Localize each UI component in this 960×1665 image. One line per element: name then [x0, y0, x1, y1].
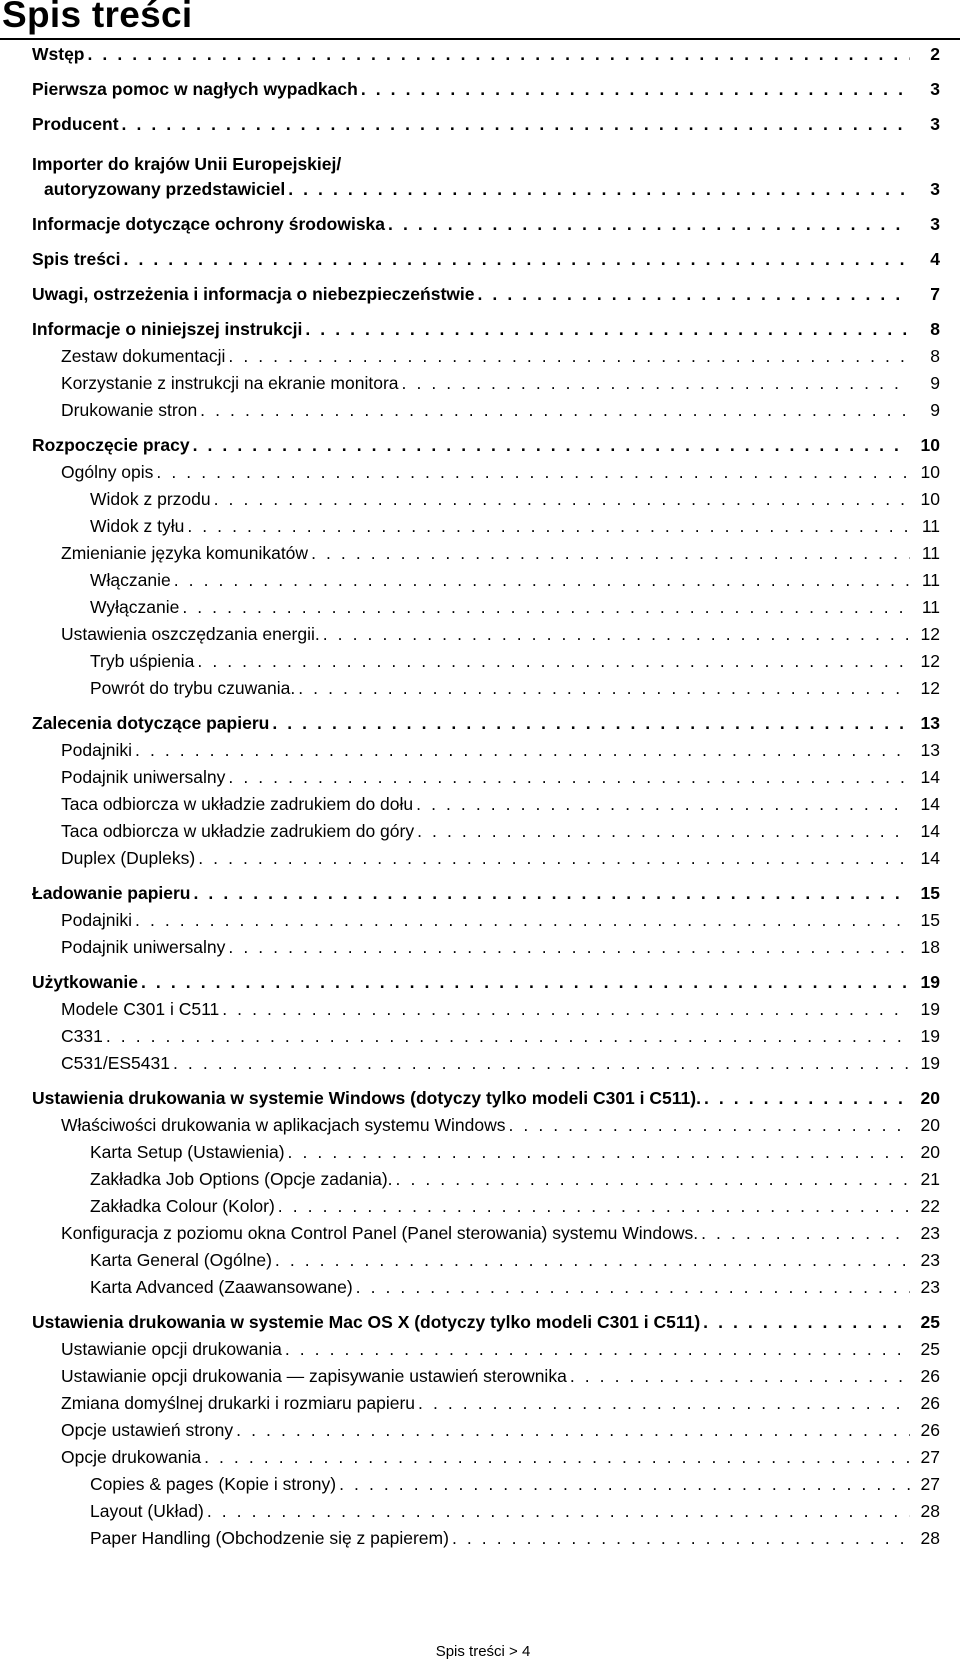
- toc-entry[interactable]: [32, 1528, 940, 1555]
- dot-leader: [452, 1528, 910, 1548]
- toc-entry-title: Wstęp: [32, 44, 85, 64]
- toc-entry-page-number: 10: [920, 435, 940, 455]
- toc-entry-title: Taca odbiorcza w układzie zadrukiem do dołu: [61, 794, 414, 814]
- toc-entry-title: Ładowanie papieru: [32, 883, 191, 903]
- toc-entry-title: Widok z tyłu: [90, 516, 185, 536]
- dot-leader: [388, 214, 910, 234]
- dot-leader: [194, 883, 911, 903]
- toc-entry-title: Podajnik uniwersalny: [61, 767, 226, 787]
- toc-entry-title: Rozpoczęcie pracy: [32, 435, 190, 455]
- toc-entry[interactable]: [32, 713, 940, 740]
- toc-entry[interactable]: [32, 114, 940, 141]
- toc-entry-title: Spis treści: [32, 249, 121, 269]
- toc-entry-title: Karta General (Ogólne): [90, 1250, 272, 1270]
- toc-entry-page-number: 19: [920, 972, 940, 992]
- toc-entry[interactable]: [32, 1169, 940, 1196]
- toc-entry[interactable]: [32, 740, 940, 767]
- toc-entry[interactable]: [32, 1142, 940, 1169]
- dot-leader: [135, 740, 910, 760]
- toc-entry-page-number: 28: [920, 1501, 940, 1521]
- toc-entry-page-number: 14: [920, 848, 940, 868]
- dot-leader: [418, 1393, 910, 1413]
- toc-entry-page-number: 11: [921, 597, 940, 617]
- toc-entry[interactable]: [32, 570, 940, 597]
- dot-leader: [174, 570, 910, 590]
- toc-entry[interactable]: [32, 651, 940, 678]
- toc-entry-page-number: 13: [920, 713, 940, 733]
- toc-entry-title: Ustawienia drukowania w systemie Mac OS X (dotyczy tylko modeli C301 i C511): [32, 1312, 701, 1332]
- toc-entry[interactable]: [32, 1250, 940, 1277]
- toc-entry-page-number: 3: [930, 79, 940, 99]
- dot-leader: [228, 346, 910, 366]
- page-footer: [0, 1643, 960, 1660]
- toc-entry-title: Opcje ustawień strony: [61, 1420, 234, 1440]
- toc-entry-page-number: 26: [920, 1366, 940, 1386]
- toc-entry[interactable]: [32, 1312, 940, 1339]
- toc-entry-page-number: 12: [920, 651, 940, 671]
- dot-leader: [228, 767, 910, 787]
- dot-leader: [88, 44, 911, 64]
- toc-entry-page-number: 8: [930, 346, 940, 366]
- toc-entry-page-number: 11: [921, 543, 940, 563]
- toc-entry[interactable]: [32, 1026, 940, 1053]
- toc-entry-page-number: 25: [920, 1339, 940, 1359]
- toc-entry[interactable]: [32, 284, 940, 311]
- dot-leader: [124, 249, 910, 269]
- dot-leader: [356, 1277, 910, 1297]
- toc-entry[interactable]: [32, 1393, 940, 1420]
- toc-entry[interactable]: [32, 44, 940, 71]
- toc-entry-title: Ustawienia drukowania w systemie Windows (dotyczy tylko modeli C301 i C511).: [32, 1088, 701, 1108]
- toc-entry-page-number: 7: [930, 284, 940, 304]
- toc-entry[interactable]: [32, 543, 940, 570]
- dot-leader: [141, 972, 910, 992]
- toc-entry[interactable]: [32, 1474, 940, 1501]
- toc-entry-page-number: 27: [920, 1474, 940, 1494]
- toc-entry[interactable]: [32, 937, 940, 964]
- dot-leader: [288, 179, 910, 199]
- dot-leader: [156, 462, 910, 482]
- toc-entry[interactable]: [32, 489, 940, 516]
- toc-entry[interactable]: [32, 1447, 940, 1474]
- toc-entry[interactable]: [32, 516, 940, 543]
- page-title: Spis treści: [2, 0, 193, 35]
- toc-entry[interactable]: [32, 597, 940, 624]
- toc-entry-page-number: 19: [920, 1026, 940, 1046]
- toc-entry[interactable]: [32, 794, 940, 821]
- toc-entry-page-number: 10: [920, 489, 940, 509]
- dot-leader: [508, 1115, 910, 1135]
- dot-leader: [204, 1447, 910, 1467]
- toc-entry-title: Copies & pages (Kopie i strony): [90, 1474, 337, 1494]
- dot-leader: [122, 114, 910, 134]
- toc-entry-page-number: 9: [930, 373, 940, 393]
- toc-entry-title: Powrót do trybu czuwania.: [90, 678, 296, 698]
- toc-entry[interactable]: [32, 848, 940, 875]
- toc-entry-title: Zestaw dokumentacji: [61, 346, 226, 366]
- toc-entry[interactable]: [32, 1420, 940, 1447]
- toc-entry[interactable]: [32, 79, 940, 106]
- dot-leader: [236, 1420, 910, 1440]
- dot-leader: [135, 910, 910, 930]
- dot-leader: [417, 821, 910, 841]
- toc-entry-page-number: 20: [920, 1088, 940, 1108]
- dot-leader: [207, 1501, 910, 1521]
- toc-entry-page-number: 21: [920, 1169, 940, 1189]
- toc-entry-title: autoryzowany przedstawiciel: [44, 179, 286, 199]
- toc-entry[interactable]: [32, 624, 940, 651]
- dot-leader: [285, 1339, 910, 1359]
- toc-entry-page-number: 23: [920, 1223, 940, 1243]
- toc-entry-page-number: 2: [930, 44, 940, 64]
- dot-leader: [704, 1088, 910, 1108]
- dot-leader: [193, 435, 910, 455]
- toc-entry[interactable]: [32, 821, 940, 848]
- toc-entry[interactable]: [32, 1053, 940, 1080]
- toc-entry-page-number: 25: [920, 1312, 940, 1332]
- toc-entry[interactable]: [32, 1277, 940, 1304]
- dot-leader: [173, 1053, 910, 1073]
- toc-entry-title: Paper Handling (Obchodzenie się z papierem): [90, 1528, 449, 1548]
- toc-entry-title: C531/ES5431: [61, 1053, 170, 1073]
- toc-entry-title: Zalecenia dotyczące papieru: [32, 713, 270, 733]
- toc-entry[interactable]: [32, 767, 940, 794]
- toc-entry[interactable]: [32, 1223, 940, 1250]
- dot-leader: [402, 373, 910, 393]
- toc-entry-title-line1: Importer do krajów Unii Europejskiej/: [32, 154, 342, 174]
- toc-entry-page-number: 23: [920, 1277, 940, 1297]
- toc-entry-page-number: 9: [930, 400, 940, 420]
- toc-entry-page-number: 18: [920, 937, 940, 957]
- toc-entry-title: Widok z przodu: [90, 489, 211, 509]
- dot-leader: [570, 1366, 910, 1386]
- toc-entry[interactable]: [32, 249, 940, 276]
- toc-entry[interactable]: [32, 1339, 940, 1366]
- footer-page-label: Spis treści > 4: [435, 1643, 531, 1660]
- toc-entry-title: Zakładka Colour (Kolor): [90, 1196, 275, 1216]
- toc-entry-title: Layout (Układ): [90, 1501, 204, 1521]
- toc-entry-title: Wyłączanie: [90, 597, 180, 617]
- toc-entry-title: Duplex (Dupleks): [61, 848, 196, 868]
- dot-leader: [228, 937, 910, 957]
- toc-entry-page-number: 26: [920, 1393, 940, 1413]
- toc-entry-page-number: 8: [930, 319, 940, 339]
- toc-entry-page-number: 27: [920, 1447, 940, 1467]
- toc-entry-page-number: 28: [920, 1528, 940, 1548]
- toc-entry[interactable]: [32, 1088, 940, 1115]
- toc-entry-title: Informacje dotyczące ochrony środowiska: [32, 214, 386, 234]
- toc-entry-title: Drukowanie stron: [61, 400, 198, 420]
- toc-entry[interactable]: [32, 1366, 940, 1393]
- dot-leader: [416, 794, 910, 814]
- toc-entry[interactable]: [32, 678, 940, 705]
- toc-entry-title: Karta Setup (Ustawienia): [90, 1142, 285, 1162]
- toc-entry-title: Włączanie: [90, 570, 171, 590]
- toc-entry-page-number: 14: [920, 794, 940, 814]
- toc-entry[interactable]: [32, 149, 940, 206]
- toc-entry-title: Tryb uśpienia: [90, 651, 195, 671]
- toc-entry-title: Ustawienia oszczędzania energii.: [61, 624, 320, 644]
- toc-entry-title: Karta Advanced (Zaawansowane): [90, 1277, 353, 1297]
- toc-entry-page-number: 13: [920, 740, 940, 760]
- toc-entry-page-number: 10: [920, 462, 940, 482]
- dot-leader: [200, 400, 910, 420]
- dot-leader: [339, 1474, 910, 1494]
- dot-leader: [278, 1196, 910, 1216]
- dot-leader: [288, 1142, 910, 1162]
- toc-entry-page-number: 14: [920, 767, 940, 787]
- toc-entry-page-number: 23: [920, 1250, 940, 1270]
- toc-entry-page-number: 15: [920, 883, 940, 903]
- toc-entry-title: Ustawianie opcji drukowania — zapisywanie ustawień sterownika: [61, 1366, 567, 1386]
- toc-entry[interactable]: [32, 1196, 940, 1223]
- dot-leader: [197, 651, 910, 671]
- toc-entry-title: Korzystanie z instrukcji na ekranie monitora: [61, 373, 399, 393]
- toc-entry-page-number: 14: [920, 821, 940, 841]
- toc-entry-page-number: 12: [920, 678, 940, 698]
- toc-entry-title: Zmiana domyślnej drukarki i rozmiaru papieru: [61, 1393, 416, 1413]
- toc-entry-page-number: 19: [920, 999, 940, 1019]
- toc-entry[interactable]: [32, 999, 940, 1026]
- toc-entry-page-number: 4: [930, 249, 940, 269]
- dot-leader: [214, 489, 910, 509]
- toc-entry-page-number: 11: [921, 570, 940, 590]
- toc-entry[interactable]: [32, 972, 940, 999]
- dot-leader: [701, 1223, 910, 1243]
- toc-entry-page-number: 3: [930, 114, 940, 134]
- toc-entry-title: Zakładka Job Options (Opcje zadania).: [90, 1169, 393, 1189]
- toc-entry-title: Taca odbiorcza w układzie zadrukiem do góry: [61, 821, 415, 841]
- toc-entry-page-number: 11: [921, 516, 940, 536]
- toc-entry-title: Uwagi, ostrzeżenia i informacja o niebezpieczeństwie: [32, 284, 475, 304]
- toc-entry[interactable]: [32, 462, 940, 489]
- dot-leader: [222, 999, 910, 1019]
- dot-leader: [305, 319, 910, 339]
- toc-entry-title: Ustawianie opcji drukowania: [61, 1339, 282, 1359]
- toc-entry[interactable]: [32, 1501, 940, 1528]
- toc-entry-title: Ogólny opis: [61, 462, 154, 482]
- toc-entry-page-number: 19: [920, 1053, 940, 1073]
- dot-leader: [323, 624, 910, 644]
- title-rule: [0, 38, 960, 40]
- toc-entry-title: Podajniki: [61, 910, 133, 930]
- dot-leader: [477, 284, 910, 304]
- toc-entry-title: Właściwości drukowania w aplikacjach systemu Windows: [61, 1115, 506, 1135]
- dot-leader: [198, 848, 910, 868]
- dot-leader: [396, 1169, 910, 1189]
- toc-entry[interactable]: [32, 319, 940, 346]
- toc-entry[interactable]: [32, 435, 940, 462]
- toc-entry[interactable]: [32, 373, 940, 400]
- toc-entry-page-number: 26: [920, 1420, 940, 1440]
- toc-entry[interactable]: [32, 400, 940, 427]
- dot-leader: [361, 79, 910, 99]
- toc-entry[interactable]: [32, 910, 940, 937]
- dot-leader: [703, 1312, 910, 1332]
- toc-entry-title: Podajniki: [61, 740, 133, 760]
- dot-leader: [182, 597, 910, 617]
- toc-entry-title: Producent: [32, 114, 119, 134]
- toc-entry-page-number: 3: [930, 179, 940, 199]
- dot-leader: [272, 713, 910, 733]
- toc-entry-title: C331: [61, 1026, 103, 1046]
- dot-leader: [298, 678, 910, 698]
- toc-entry[interactable]: [32, 883, 940, 910]
- toc-entry-title: Pierwsza pomoc w nagłych wypadkach: [32, 79, 358, 99]
- toc-entry-title: Podajnik uniwersalny: [61, 937, 226, 957]
- toc-entry-title: Użytkowanie: [32, 972, 138, 992]
- toc-entry-title: Zmienianie języka komunikatów: [61, 543, 309, 563]
- toc-entry-page-number: 12: [920, 624, 940, 644]
- toc-entry-title: Konfiguracja z poziomu okna Control Panel (Panel sterowania) systemu Windows.: [61, 1223, 699, 1243]
- toc-entry[interactable]: [32, 214, 940, 241]
- toc-entry-page-number: 3: [930, 214, 940, 234]
- toc-entry-title: Modele C301 i C511: [61, 999, 220, 1019]
- table-of-contents: [32, 44, 940, 1555]
- dot-leader: [106, 1026, 910, 1046]
- toc-entry-page-number: 20: [920, 1142, 940, 1162]
- toc-entry[interactable]: [32, 346, 940, 373]
- toc-entry-page-number: 15: [920, 910, 940, 930]
- toc-entry[interactable]: [32, 1115, 940, 1142]
- toc-entry-page-number: 20: [920, 1115, 940, 1135]
- dot-leader: [275, 1250, 910, 1270]
- toc-entry-title: Informacje o niniejszej instrukcji: [32, 319, 303, 339]
- toc-entry-page-number: 22: [920, 1196, 940, 1216]
- toc-entry-title: Opcje drukowania: [61, 1447, 202, 1467]
- dot-leader: [187, 516, 910, 536]
- dot-leader: [311, 543, 910, 563]
